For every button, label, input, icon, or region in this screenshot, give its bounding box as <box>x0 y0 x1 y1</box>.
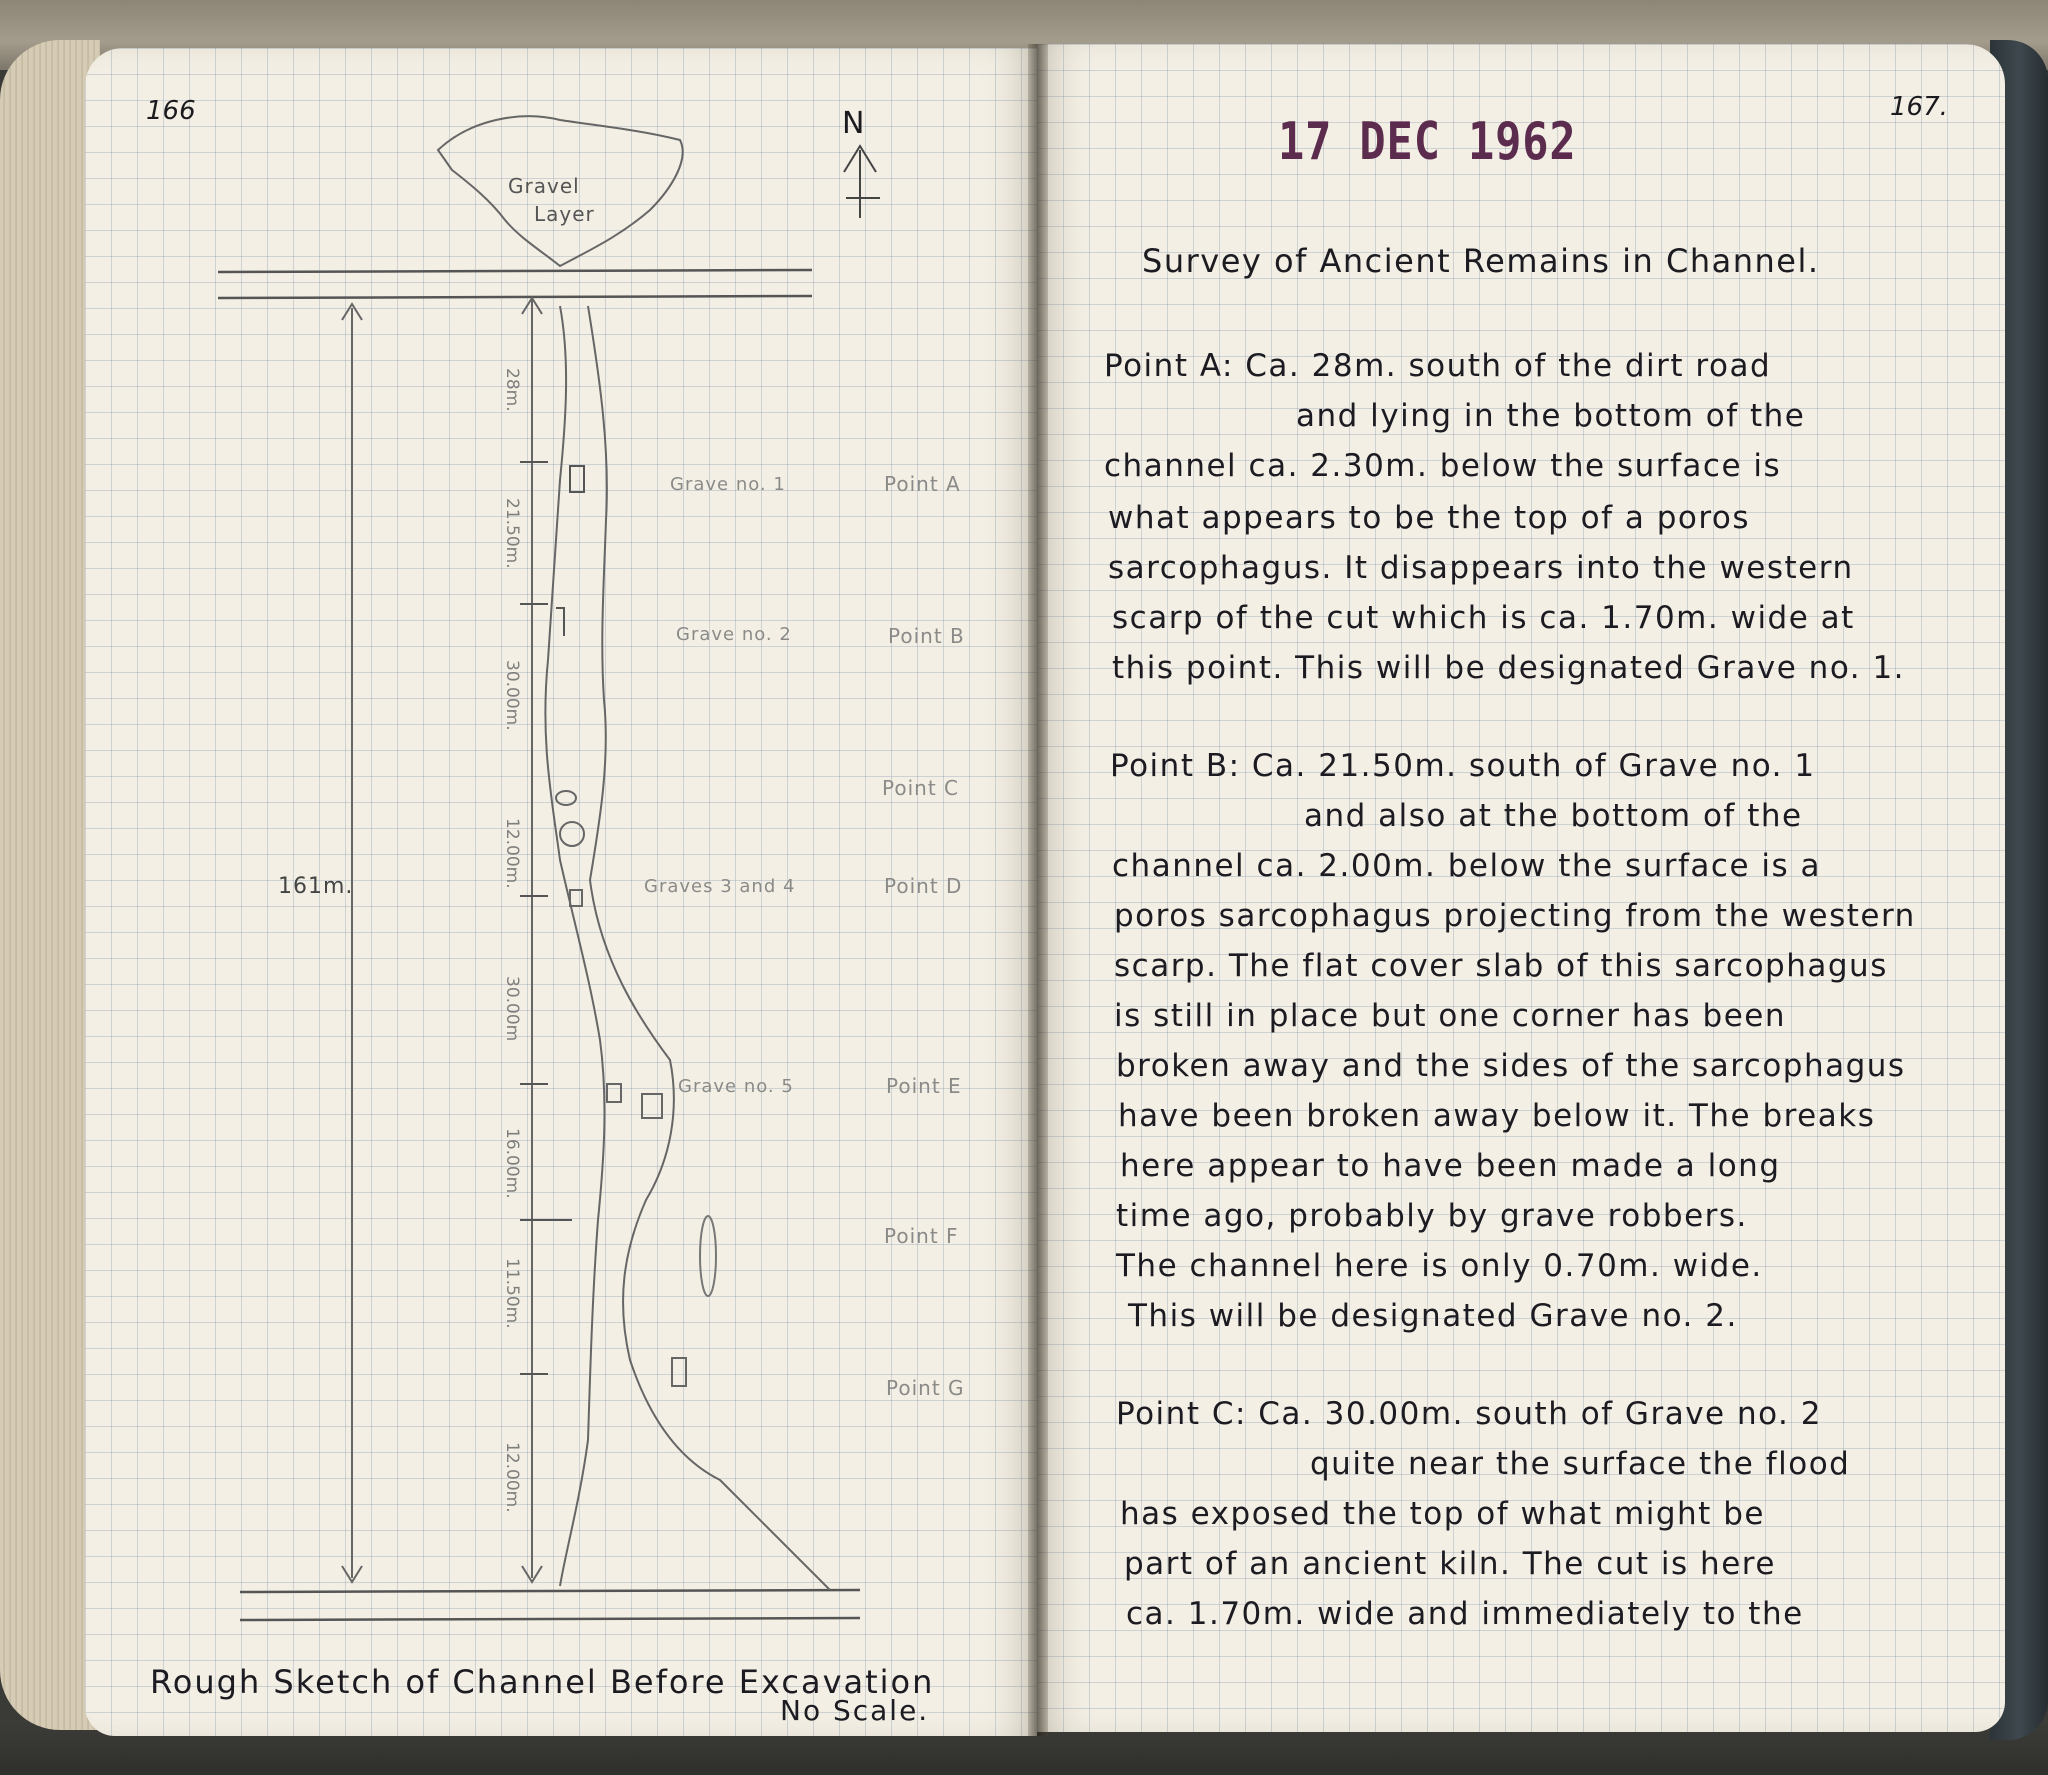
sketch-caption: Rough Sketch of Channel Before Excavation <box>150 1663 935 1701</box>
scale-note: No Scale. <box>780 1694 930 1727</box>
text-line: channel ca. 2.00m. below the surface is a <box>1112 848 1822 884</box>
text-line: The channel here is only 0.70m. wide. <box>1116 1248 1763 1284</box>
point-label: Point A <box>884 472 961 496</box>
text-line: poros sarcophagus projecting from the western <box>1114 898 1916 934</box>
north-label: N <box>842 106 865 141</box>
measurement-label: 21.50m. <box>502 498 522 569</box>
grave-label: Graves 3 and 4 <box>644 876 796 897</box>
text-line: sarcophagus. It disappears into the western <box>1108 550 1854 586</box>
date-stamp: 17 DEC 1962 <box>1278 112 1577 172</box>
measurement-label: 30.00m <box>502 976 522 1042</box>
grave-label: Grave no. 2 <box>676 624 792 645</box>
page-number-left: 166 <box>146 96 196 126</box>
text-line: part of an ancient kiln. The cut is here <box>1124 1546 1776 1582</box>
text-line: has exposed the top of what might be <box>1120 1496 1765 1532</box>
page-title: Survey of Ancient Remains in Channel. <box>1142 242 1820 280</box>
grave-label: Grave no. 1 <box>670 474 786 495</box>
point-label: Point D <box>884 874 963 898</box>
page-number-right: 167. <box>1890 92 1948 122</box>
text-line: quite near the surface the flood <box>1310 1446 1851 1482</box>
measurement-label: 16.00m. <box>502 1128 522 1199</box>
text-line: and lying in the bottom of the <box>1296 398 1806 434</box>
text-line: Point C: Ca. 30.00m. south of Grave no. 2 <box>1116 1396 1822 1432</box>
point-label: Point B <box>888 624 965 648</box>
text-line: what appears to be the top of a poros <box>1108 500 1751 536</box>
layer-label: Layer <box>534 202 595 226</box>
text-line: Point B: Ca. 21.50m. south of Grave no. 1 <box>1110 748 1816 784</box>
text-line: ca. 1.70m. wide and immediately to the <box>1126 1596 1804 1632</box>
point-label: Point F <box>884 1224 959 1248</box>
text-line: broken away and the sides of the sarcophagus <box>1116 1048 1906 1084</box>
point-label: Point C <box>882 776 959 800</box>
text-line: This will be designated Grave no. 2. <box>1128 1298 1738 1334</box>
text-line: have been broken away below it. The breaks <box>1118 1098 1876 1134</box>
point-label: Point E <box>886 1074 962 1098</box>
gravel-label: Gravel <box>508 174 580 198</box>
measurement-label: 12.00m. <box>502 818 522 889</box>
text-line: here appear to have been made a long <box>1120 1148 1781 1184</box>
point-label: Point G <box>886 1376 965 1400</box>
measurement-label: 12.00m. <box>502 1442 522 1513</box>
text-line: and also at the bottom of the <box>1304 798 1803 834</box>
text-line: channel ca. 2.30m. below the surface is <box>1104 448 1782 484</box>
text-line: this point. This will be designated Grave no. 1. <box>1112 650 1906 686</box>
text-line: time ago, probably by grave robbers. <box>1116 1198 1748 1234</box>
grave-label: Grave no. 5 <box>678 1076 794 1097</box>
text-line: Point A: Ca. 28m. south of the dirt road <box>1104 348 1772 384</box>
text-line: is still in place but one corner has been <box>1114 998 1787 1034</box>
measurement-label: 11.50m. <box>502 1258 522 1329</box>
measurement-label: 30.00m. <box>502 660 522 731</box>
text-line: scarp of the cut which is ca. 1.70m. wide at <box>1112 600 1855 636</box>
measurement-label: 28m. <box>502 368 522 412</box>
total-length-label: 161m. <box>278 874 354 899</box>
text-line: scarp. The flat cover slab of this sarcophagus <box>1114 948 1888 984</box>
